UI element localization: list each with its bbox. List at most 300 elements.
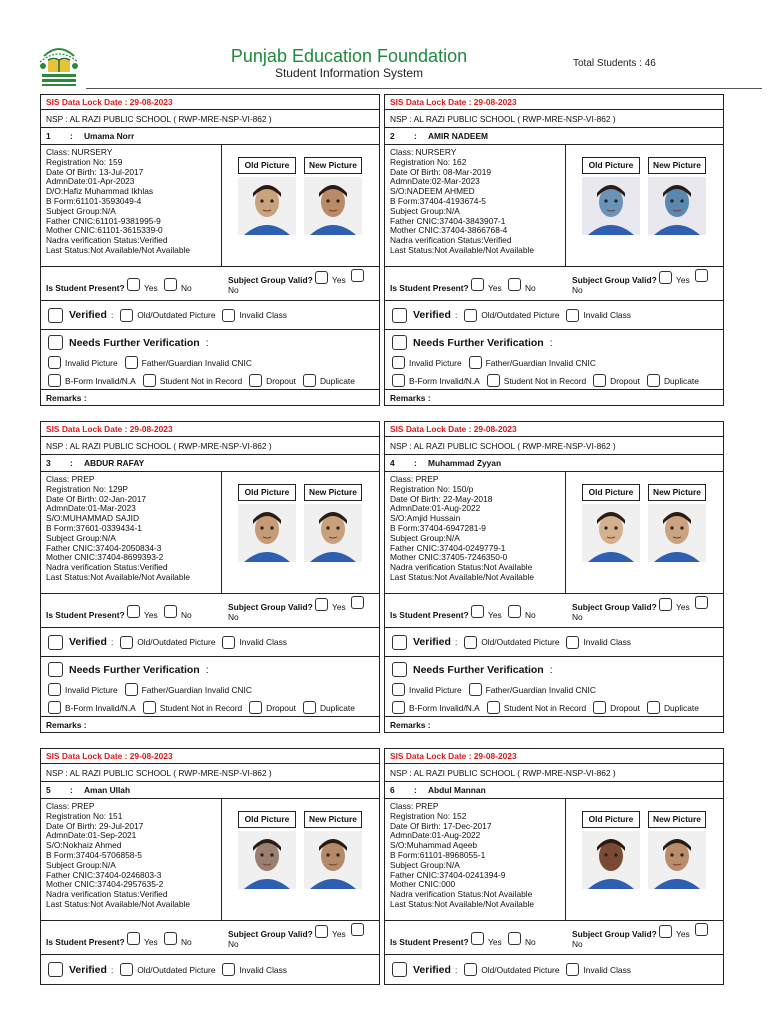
subject-no-checkbox[interactable]	[695, 269, 708, 282]
new-picture-col	[304, 484, 362, 562]
old-outdated-checkbox[interactable]	[464, 963, 477, 976]
verified-checkbox[interactable]	[48, 308, 63, 323]
new-picture-label: New Picture	[304, 157, 362, 174]
student-number: 1	[46, 131, 51, 141]
detail-line: Subject Group:N/A	[46, 859, 116, 870]
student-number: 6	[390, 785, 395, 795]
not-in-record-checkbox[interactable]	[143, 374, 156, 387]
old-photo	[238, 177, 296, 235]
old-picture-label: Old Picture	[582, 484, 640, 501]
detail-line: Nadra verification Status:Verified	[390, 235, 512, 246]
detail-line: Subject Group:N/A	[390, 532, 460, 543]
system-title: Student Information System	[274, 66, 424, 80]
needs-verification-checkbox[interactable]	[48, 662, 63, 677]
detail-line: S/O:Muhammad Aqeeb	[390, 840, 478, 851]
bform-invalid-label: B-Form Invalid/N.A	[65, 702, 136, 713]
student-details	[41, 799, 222, 920]
invalid-class-label: Invalid Class	[239, 637, 287, 647]
needs-verification	[385, 330, 723, 390]
not-in-record-checkbox[interactable]	[487, 374, 500, 387]
invalid-picture-label: Invalid Picture	[409, 684, 462, 695]
detail-line: Father CNIC:37404-0246803-3	[46, 869, 162, 880]
detail-line: Date Of Birth: 22-May-2018	[390, 493, 493, 504]
student-name: Muhammad Zyyan	[428, 458, 502, 468]
verified-colon: :	[454, 964, 458, 975]
verified-row	[385, 628, 723, 657]
pictures	[566, 145, 723, 266]
old-photo	[582, 177, 640, 235]
student-name: Umama Norr	[84, 131, 135, 141]
invalid-class-checkbox[interactable]	[222, 309, 235, 322]
guardian-invalid-label: Father/Guardian Invalid CNIC	[141, 684, 252, 695]
subject-no-label: No	[572, 939, 583, 949]
pictures	[222, 145, 379, 266]
old-outdated-label: Old/Outdated Picture	[137, 964, 216, 975]
present-yes-checkbox[interactable]	[127, 605, 140, 618]
detail-line: Mother CNIC:37405-7246350-0	[390, 552, 508, 563]
subject-yes-checkbox[interactable]	[659, 925, 672, 938]
name-separator: :	[70, 131, 73, 141]
student-photo-icon	[648, 831, 706, 889]
detail-line: Class: PREP	[46, 801, 95, 811]
subject-valid-label: Subject Group Valid?	[572, 602, 657, 612]
name-separator: :	[70, 785, 73, 795]
present-yes-label: Yes	[144, 610, 158, 620]
subject-yes-label: Yes	[676, 602, 690, 612]
invalid-picture-checkbox[interactable]	[48, 683, 61, 696]
old-outdated-label: Old/Outdated Picture	[481, 637, 560, 647]
duplicate-checkbox[interactable]	[303, 374, 316, 387]
dropout-label: Dropout	[266, 702, 296, 713]
invalid-picture-checkbox[interactable]	[392, 356, 405, 369]
guardian-invalid-checkbox[interactable]	[469, 683, 482, 696]
student-info	[41, 472, 379, 594]
detail-line: Subject Group:N/A	[390, 859, 460, 870]
guardian-invalid-checkbox[interactable]	[469, 356, 482, 369]
dropout-checkbox[interactable]	[593, 701, 606, 714]
old-outdated-checkbox[interactable]	[120, 636, 133, 649]
pictures	[566, 799, 723, 920]
guardian-invalid-label: Father/Guardian Invalid CNIC	[485, 684, 596, 695]
detail-line: S/O:Nokhaiz Ahmed	[46, 840, 122, 851]
is-present-label: Is Student Present?	[46, 283, 125, 293]
new-picture-col	[304, 811, 362, 889]
needs-line-1	[392, 683, 599, 696]
verified-checkbox[interactable]	[48, 962, 63, 977]
student-photo-icon	[582, 831, 640, 889]
detail-line: Mother CNIC:61101-3615339-0	[46, 225, 163, 236]
needs-verification-label: Needs Further Verification	[69, 663, 200, 676]
new-picture-label: New Picture	[304, 484, 362, 501]
detail-line: S/O:Amjid Hussain	[390, 513, 461, 524]
subject-no-checkbox[interactable]	[695, 923, 708, 936]
present-no-label: No	[181, 610, 192, 620]
dropout-label: Dropout	[610, 702, 640, 713]
nsp-school: NSP : AL RAZI PUBLIC SCHOOL ( RWP-MRE-NSP-VI-862 )	[385, 437, 723, 455]
student-card-3	[40, 421, 380, 733]
duplicate-checkbox[interactable]	[647, 701, 660, 714]
present-no-label: No	[525, 610, 536, 620]
verified-row	[41, 301, 379, 330]
old-outdated-label: Old/Outdated Picture	[137, 637, 216, 647]
needs-verification-checkbox[interactable]	[392, 662, 407, 677]
present-no-label: No	[525, 283, 536, 293]
subject-no-checkbox[interactable]	[351, 596, 364, 609]
invalid-class-checkbox[interactable]	[566, 963, 579, 976]
student-details	[385, 799, 566, 920]
dropout-label: Dropout	[610, 375, 640, 386]
old-photo	[582, 831, 640, 889]
old-picture-col	[582, 484, 640, 562]
subject-yes-checkbox[interactable]	[315, 598, 328, 611]
student-name-row	[41, 782, 379, 799]
subject-yes-label: Yes	[332, 275, 346, 285]
student-card-6	[384, 748, 724, 985]
detail-line: D/O:Hafiz Muhammad Ikhlas	[46, 186, 154, 197]
subject-yes-checkbox[interactable]	[315, 271, 328, 284]
invalid-picture-checkbox[interactable]	[392, 683, 405, 696]
detail-line: B Form:37404-5706858-5	[46, 849, 142, 860]
invalid-picture-checkbox[interactable]	[48, 356, 61, 369]
detail-line: Father CNIC:61101-9381995-9	[46, 215, 161, 226]
nsp-school: NSP : AL RAZI PUBLIC SCHOOL ( RWP-MRE-NSP-VI-862 )	[41, 437, 379, 455]
new-picture-label: New Picture	[304, 811, 362, 828]
invalid-class-checkbox[interactable]	[222, 963, 235, 976]
invalid-class-checkbox[interactable]	[566, 309, 579, 322]
present-yes-label: Yes	[144, 283, 158, 293]
duplicate-label: Duplicate	[663, 375, 699, 386]
present-no-label: No	[181, 283, 192, 293]
needs-verification-label: Needs Further Verification	[69, 336, 200, 349]
verified-checkbox[interactable]	[392, 635, 407, 650]
bform-invalid-label: B-Form Invalid/N.A	[409, 375, 480, 386]
verified-checkbox[interactable]	[392, 308, 407, 323]
subject-valid-label: Subject Group Valid?	[228, 929, 313, 939]
student-info	[41, 145, 379, 267]
detail-line: Date Of Birth: 08-Mar-2019	[390, 166, 492, 177]
student-photo-icon	[304, 177, 362, 235]
present-no-label: No	[525, 937, 536, 947]
remarks: Remarks :	[390, 719, 431, 730]
bform-invalid-checkbox[interactable]	[392, 374, 405, 387]
detail-line: Registration No: 151	[46, 810, 123, 821]
student-photo-icon	[304, 504, 362, 562]
subject-yes-label: Yes	[676, 929, 690, 939]
present-no-checkbox[interactable]	[508, 932, 521, 945]
present-no-label: No	[181, 937, 192, 947]
present-yes-label: Yes	[144, 937, 158, 947]
is-present-label: Is Student Present?	[390, 283, 469, 293]
bform-invalid-label: B-Form Invalid/N.A	[409, 702, 480, 713]
student-photo-icon	[238, 504, 296, 562]
needs-title	[48, 335, 209, 350]
new-photo	[648, 504, 706, 562]
needs-colon: :	[549, 663, 553, 676]
not-in-record-label: Student Not in Record	[159, 375, 243, 386]
student-card-4	[384, 421, 724, 733]
detail-line: AdmnDate:01-Sep-2021	[46, 830, 137, 841]
dropout-checkbox[interactable]	[249, 701, 262, 714]
detail-line: Father CNIC:37404-3843907-1	[390, 215, 506, 226]
detail-line: AdmnDate:01-Apr-2023	[46, 176, 135, 187]
detail-line: Date Of Birth: 17-Dec-2017	[390, 820, 492, 831]
lock-date: SIS Data Lock Date : 29-08-2023	[41, 422, 379, 437]
remarks: Remarks :	[46, 719, 87, 730]
detail-line: B Form:61101-3593049-4	[46, 195, 142, 206]
needs-colon: :	[549, 336, 553, 349]
needs-verification	[41, 657, 379, 717]
present-no-checkbox[interactable]	[164, 932, 177, 945]
student-info	[385, 145, 723, 267]
presence-row	[385, 921, 723, 955]
detail-line: S/O:NADEEM AHMED	[390, 186, 475, 197]
invalid-picture-label: Invalid Picture	[65, 684, 118, 695]
student-name-row	[385, 128, 723, 145]
present-yes-checkbox[interactable]	[127, 932, 140, 945]
duplicate-checkbox[interactable]	[647, 374, 660, 387]
is-present-label: Is Student Present?	[390, 937, 469, 947]
lock-date: SIS Data Lock Date : 29-08-2023	[385, 422, 723, 437]
detail-line: AdmnDate:01-Aug-2022	[390, 503, 481, 514]
present-yes-label: Yes	[488, 610, 502, 620]
verified-colon: :	[454, 310, 458, 320]
remarks: Remarks :	[46, 392, 87, 403]
student-photo-icon	[648, 504, 706, 562]
student-name-row	[385, 455, 723, 472]
detail-line: B Form:37601-0339434-1	[46, 522, 142, 533]
verified-checkbox[interactable]	[392, 962, 407, 977]
verified-colon: :	[110, 637, 114, 647]
present-no-checkbox[interactable]	[164, 605, 177, 618]
student-card-2	[384, 94, 724, 406]
detail-line: S/O:MUHAMMAD SAJID	[46, 513, 140, 524]
not-in-record-label: Student Not in Record	[503, 702, 587, 713]
lock-date: SIS Data Lock Date : 29-08-2023	[41, 749, 379, 764]
present-no-checkbox[interactable]	[508, 278, 521, 291]
presence-row	[385, 267, 723, 301]
duplicate-label: Duplicate	[319, 375, 355, 386]
header-divider	[86, 88, 762, 89]
detail-line: Registration No: 162	[390, 156, 467, 167]
detail-line: Father CNIC:37404-0241394-9	[390, 869, 506, 880]
needs-line-2	[392, 701, 702, 714]
old-outdated-label: Old/Outdated Picture	[481, 964, 560, 975]
lock-date: SIS Data Lock Date : 29-08-2023	[385, 95, 723, 110]
present-yes-checkbox[interactable]	[127, 278, 140, 291]
lock-date: SIS Data Lock Date : 29-08-2023	[41, 95, 379, 110]
student-info	[385, 472, 723, 594]
present-no-checkbox[interactable]	[508, 605, 521, 618]
not-in-record-label: Student Not in Record	[159, 702, 243, 713]
name-separator: :	[414, 458, 417, 468]
verified-label: Verified	[413, 636, 451, 648]
verified-row	[385, 301, 723, 330]
old-picture-label: Old Picture	[582, 157, 640, 174]
not-in-record-checkbox[interactable]	[487, 701, 500, 714]
detail-line: Registration No: 152	[390, 810, 467, 821]
detail-line: Subject Group:N/A	[46, 532, 116, 543]
subject-valid-label: Subject Group Valid?	[228, 275, 313, 285]
pictures	[222, 472, 379, 593]
needs-line-1	[48, 356, 255, 369]
student-card-1	[40, 94, 380, 406]
presence-row	[41, 921, 379, 955]
old-outdated-label: Old/Outdated Picture	[481, 310, 560, 320]
invalid-class-checkbox[interactable]	[222, 636, 235, 649]
page-header	[0, 0, 768, 92]
present-yes-label: Yes	[488, 937, 502, 947]
not-in-record-checkbox[interactable]	[143, 701, 156, 714]
detail-line: Nadra verification Status:Verified	[46, 889, 168, 900]
student-photo-icon	[582, 504, 640, 562]
student-number: 5	[46, 785, 51, 795]
old-picture-label: Old Picture	[238, 484, 296, 501]
dropout-checkbox[interactable]	[249, 374, 262, 387]
pictures	[566, 472, 723, 593]
lock-date: SIS Data Lock Date : 29-08-2023	[385, 749, 723, 764]
detail-line: B Form:37404-4193674-5	[390, 195, 486, 206]
verified-row	[41, 955, 379, 984]
total-students: Total Students : 46	[573, 58, 656, 69]
student-details	[385, 145, 566, 266]
student-photo-icon	[238, 831, 296, 889]
needs-colon: :	[205, 663, 209, 676]
verified-label: Verified	[69, 963, 107, 976]
subject-yes-checkbox[interactable]	[315, 925, 328, 938]
is-present-label: Is Student Present?	[46, 610, 125, 620]
verified-colon: :	[110, 964, 114, 975]
bform-invalid-checkbox[interactable]	[48, 701, 61, 714]
old-outdated-checkbox[interactable]	[120, 309, 133, 322]
subject-yes-checkbox[interactable]	[659, 598, 672, 611]
old-picture-label: Old Picture	[238, 157, 296, 174]
subject-no-label: No	[228, 612, 239, 622]
new-picture-col	[304, 157, 362, 235]
name-separator: :	[414, 131, 417, 141]
verified-colon: :	[110, 310, 114, 320]
duplicate-label: Duplicate	[319, 702, 355, 713]
subject-no-label: No	[572, 612, 583, 622]
student-name-row	[41, 455, 379, 472]
new-picture-col	[648, 811, 706, 889]
detail-line: Class: PREP	[390, 474, 439, 484]
needs-line-1	[48, 683, 255, 696]
detail-line: Father CNIC:37404-0249779-1	[390, 542, 506, 553]
new-photo	[304, 831, 362, 889]
old-photo	[582, 504, 640, 562]
invalid-class-label: Invalid Class	[239, 310, 287, 320]
old-picture-label: Old Picture	[582, 811, 640, 828]
student-name: Abdul Mannan	[428, 785, 486, 795]
needs-verification-label: Needs Further Verification	[413, 336, 544, 349]
detail-line: Mother CNIC:37404-8699393-2	[46, 552, 164, 563]
detail-line: AdmnDate:01-Aug-2022	[390, 830, 481, 841]
student-name-row	[41, 128, 379, 145]
subject-valid-label: Subject Group Valid?	[228, 602, 313, 612]
invalid-class-label: Invalid Class	[583, 637, 631, 647]
bform-invalid-checkbox[interactable]	[48, 374, 61, 387]
name-separator: :	[70, 458, 73, 468]
needs-colon: :	[205, 336, 209, 349]
guardian-invalid-checkbox[interactable]	[125, 683, 138, 696]
subject-no-checkbox[interactable]	[351, 269, 364, 282]
needs-verification-checkbox[interactable]	[48, 335, 63, 350]
detail-line: Last Status:Not Available/Not Available	[390, 898, 535, 909]
bform-invalid-checkbox[interactable]	[392, 701, 405, 714]
guardian-invalid-checkbox[interactable]	[125, 356, 138, 369]
student-name-row	[385, 782, 723, 799]
detail-line: Nadra verification Status:Not Available	[390, 889, 533, 900]
old-photo	[238, 504, 296, 562]
old-outdated-checkbox[interactable]	[464, 636, 477, 649]
verified-checkbox[interactable]	[48, 635, 63, 650]
new-photo	[648, 177, 706, 235]
student-info	[41, 799, 379, 921]
subject-no-checkbox[interactable]	[695, 596, 708, 609]
subject-yes-checkbox[interactable]	[659, 271, 672, 284]
needs-verification	[41, 330, 379, 390]
detail-line: AdmnDate:02-Mar-2023	[390, 176, 480, 187]
present-yes-checkbox[interactable]	[471, 605, 484, 618]
old-outdated-checkbox[interactable]	[120, 963, 133, 976]
needs-title	[392, 662, 553, 677]
invalid-class-checkbox[interactable]	[566, 636, 579, 649]
old-outdated-checkbox[interactable]	[464, 309, 477, 322]
presence-row	[41, 594, 379, 628]
detail-line: Last Status:Not Available/Not Available	[46, 244, 191, 255]
old-picture-label: Old Picture	[238, 811, 296, 828]
old-picture-col	[238, 157, 296, 235]
student-details	[385, 472, 566, 593]
present-yes-checkbox[interactable]	[471, 278, 484, 291]
present-no-checkbox[interactable]	[164, 278, 177, 291]
old-picture-col	[238, 811, 296, 889]
remarks: Remarks :	[390, 392, 431, 403]
not-in-record-label: Student Not in Record	[503, 375, 587, 386]
detail-line: Mother CNIC:000	[390, 879, 456, 890]
needs-line-2	[392, 374, 702, 387]
needs-verification-checkbox[interactable]	[392, 335, 407, 350]
needs-title	[392, 335, 553, 350]
old-picture-col	[238, 484, 296, 562]
student-photo-icon	[304, 831, 362, 889]
verified-label: Verified	[69, 636, 107, 648]
student-details	[41, 472, 222, 593]
detail-line: Last Status:Not Available/Not Available	[46, 898, 191, 909]
old-picture-col	[582, 157, 640, 235]
subject-yes-label: Yes	[332, 929, 346, 939]
duplicate-checkbox[interactable]	[303, 701, 316, 714]
presence-row	[41, 267, 379, 301]
nsp-school: NSP : AL RAZI PUBLIC SCHOOL ( RWP-MRE-NSP-VI-862 )	[41, 764, 379, 782]
new-picture-col	[648, 157, 706, 235]
detail-line: Nadra verification Status:Verified	[46, 562, 168, 573]
subject-valid-label: Subject Group Valid?	[572, 929, 657, 939]
present-yes-checkbox[interactable]	[471, 932, 484, 945]
dropout-checkbox[interactable]	[593, 374, 606, 387]
student-number: 2	[390, 131, 395, 141]
detail-line: Class: NURSERY	[46, 147, 113, 157]
detail-line: Registration No: 159	[46, 156, 123, 167]
subject-no-checkbox[interactable]	[351, 923, 364, 936]
subject-no-label: No	[228, 939, 239, 949]
detail-line: Class: PREP	[390, 801, 439, 811]
detail-line: Registration No: 129P	[46, 483, 128, 494]
dropout-label: Dropout	[266, 375, 296, 386]
student-photo-icon	[238, 177, 296, 235]
bform-invalid-label: B-Form Invalid/N.A	[65, 375, 136, 386]
detail-line: Class: PREP	[46, 474, 95, 484]
